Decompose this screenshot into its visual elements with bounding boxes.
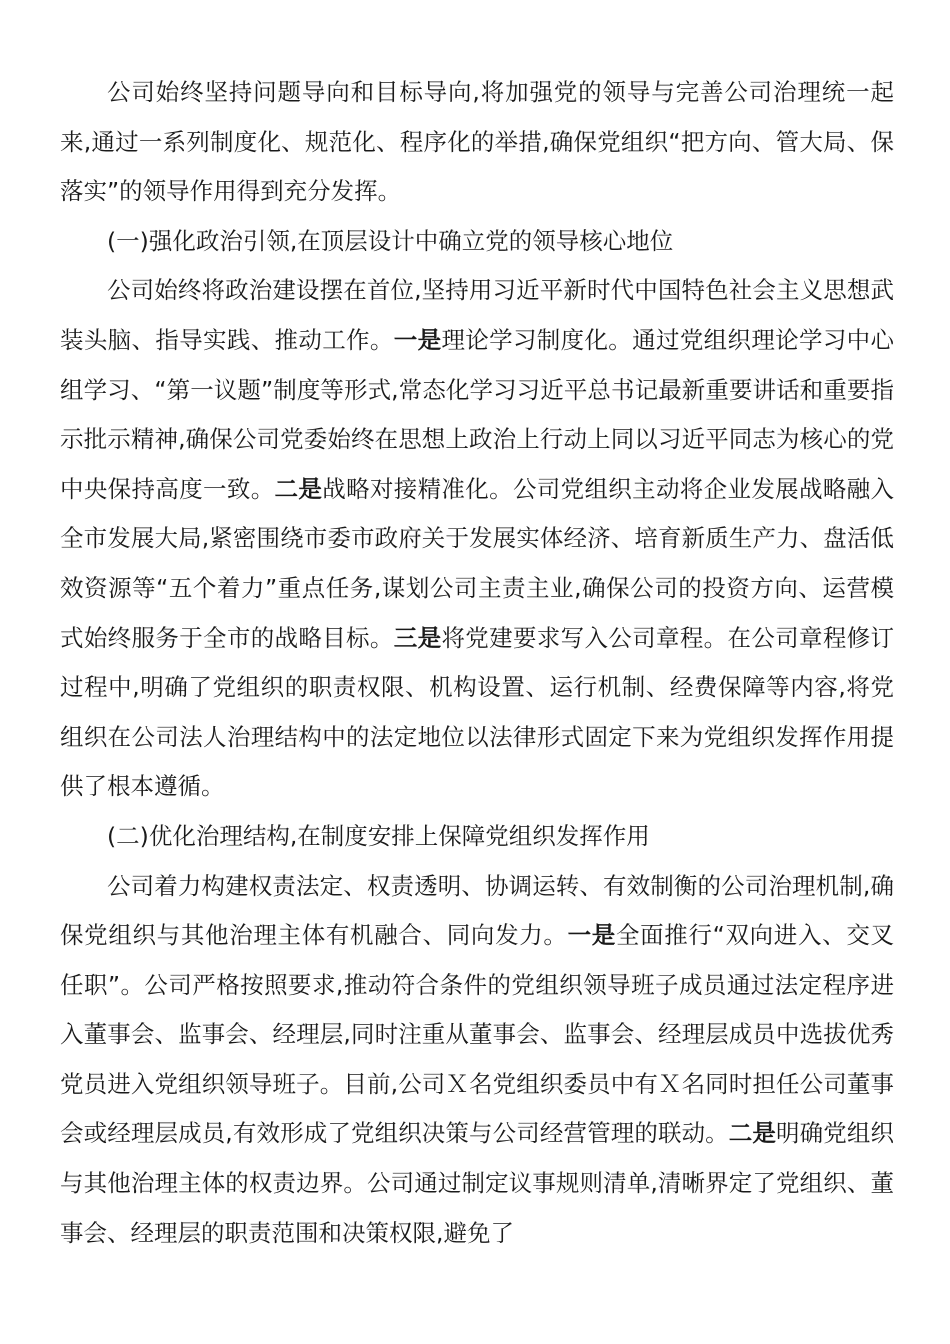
section-heading-2 bbox=[60, 812, 894, 862]
section-1-text-3: 战略对接精准化。公司党组织主动将企业发展战略融入全市发展大局,紧密围绕市委市政府关于发展实体经济、培育新质生产力、盘活低效资源等“五个着力”重点任务,谋划公司主责主业,确保公司的投资方向、运营模式始终服务于全市的战略目标。 bbox=[60, 474, 895, 652]
section-1-text-1: 公司始终将政治建设摆在首位,坚持用习近平新时代中国特色社会主义思想武装头脑、指导实践、推动工作。 bbox=[60, 276, 894, 354]
document-body bbox=[60, 68, 894, 1258]
section-1-text-2: 理论学习制度化。通过党组织理论学习中心组学习、“第一议题”制度等形式,常态化学习习近平总书记最新重要讲话和重要指示批示精神,确保公司党委始终在思想上政治上行动上同以习近平同志为核心的党中央保持高度一致。 bbox=[60, 325, 895, 503]
section-1-paragraph bbox=[60, 266, 894, 812]
section-heading-1-text: (一)强化政治引领,在顶层设计中确立党的领导核心地位 bbox=[107, 226, 674, 255]
section-2-text-2: 全面推行“双向进入、交叉任职”。公司严格按照要求,推动符合条件的党组织领导班子成员通过法定程序进入董事会、监事会、经理层,同时注重从董事会、监事会、经理层成员中选拔优秀党员进入党组织领导班子。目前,公司Ｘ名党组织委员中有Ｘ名同时担任公司董事会或经理层成员,有效形成了党组织决策与公司经营管理的联动。 bbox=[60, 921, 894, 1148]
section-1-keyword-3: 三是 bbox=[393, 623, 442, 652]
section-2-keyword-2: 二是 bbox=[728, 1119, 777, 1148]
section-1-keyword-2: 二是 bbox=[274, 474, 323, 503]
section-2-text-1: 公司着力构建权责法定、权责透明、协调运转、有效制衡的公司治理机制,确保党组织与其他治理主体有机融合、同向发力。 bbox=[60, 871, 894, 950]
intro-paragraph bbox=[60, 68, 894, 217]
section-2-paragraph bbox=[60, 862, 894, 1259]
section-2-text-3: 明确党组织与其他治理主体的权责边界。公司通过制定议事规则清单,清晰界定了党组织、董事会、经理层的职责范围和决策权限,避免了 bbox=[60, 1119, 894, 1247]
section-heading-2-text: (二)优化治理结构,在制度安排上保障党组织发挥作用 bbox=[107, 821, 650, 850]
section-1-text-4: 将党建要求写入公司章程。在公司章程修订过程中,明确了党组织的职责权限、机构设置、运行机制、经费保障等内容,将党组织在公司法人治理结构中的法定地位以法律形式固定下来为党组织发挥作用提供了根本遵循。 bbox=[60, 623, 895, 801]
section-1-keyword-1: 一是 bbox=[393, 325, 442, 354]
intro-text: 公司始终坚持问题导向和目标导向,将加强党的领导与完善公司治理统一起来,通过一系列制度化、规范化、程序化的举措,确保党组织“把方向、管大局、保落实”的领导作用得到充分发挥。 bbox=[60, 78, 894, 206]
section-heading-1 bbox=[60, 217, 894, 267]
section-2-keyword-1: 一是 bbox=[567, 921, 616, 950]
